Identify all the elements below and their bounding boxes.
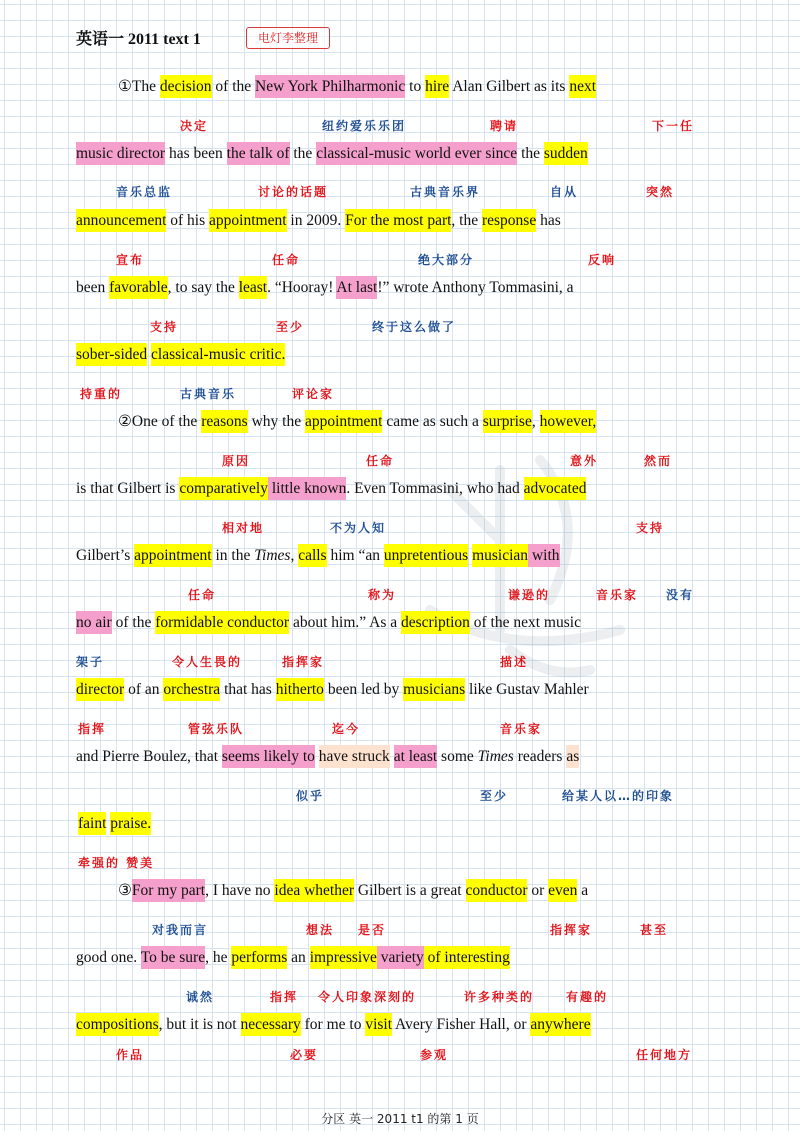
gloss-annotation: 想法 [306, 923, 335, 937]
highlighted-phrase: as [566, 745, 579, 768]
highlighted-phrase: at least [394, 745, 437, 768]
text-line [76, 1012, 591, 1038]
text-line [76, 744, 579, 770]
text-segment: like Gustav Mahler [465, 681, 589, 698]
highlighted-phrase: the talk of [227, 142, 290, 165]
gloss-annotation: 任命 [272, 253, 301, 267]
text-segment: him “an [326, 547, 384, 564]
highlighted-phrase: conductor [466, 879, 528, 902]
gloss-annotation: 许多种类的 [464, 990, 535, 1004]
text-line [76, 945, 510, 971]
gloss-annotation: 下一任 [652, 119, 695, 133]
text-line [118, 409, 596, 435]
text-segment: has been [165, 145, 227, 162]
gloss-annotation: 终于这么做了 [372, 320, 457, 334]
text-line [76, 342, 285, 368]
text-segment: of the [111, 614, 156, 631]
gloss-annotation: 音乐家 [596, 588, 639, 602]
highlighted-phrase: performs [231, 946, 287, 969]
highlighted-phrase: director [76, 678, 124, 701]
text-segment: in the [211, 547, 255, 564]
highlighted-phrase: For my part [132, 879, 205, 902]
highlighted-phrase: little known [268, 477, 346, 500]
text-segment: the [517, 145, 544, 162]
highlighted-phrase: formidable conductor [155, 611, 289, 634]
highlighted-phrase: reasons [201, 410, 248, 433]
text-segment: of his [166, 212, 210, 229]
text-segment: , to say the [167, 279, 239, 296]
gloss-annotation: 牵强的 赞美 [78, 856, 155, 870]
gloss-annotation: 相对地 [222, 521, 265, 535]
text-segment: and Pierre Boulez, that [76, 748, 222, 765]
highlighted-phrase: classical-music world ever since [316, 142, 517, 165]
highlighted-phrase: decision [160, 75, 212, 98]
gloss-annotation: 有趣的 [566, 990, 609, 1004]
gloss-annotation: 谦逊的 [508, 588, 551, 602]
highlighted-phrase: sudden [544, 142, 588, 165]
gloss-annotation: 意外 [570, 454, 599, 468]
highlighted-phrase: musicians [403, 678, 465, 701]
text-line [118, 74, 596, 100]
gloss-annotation: 支持 [150, 320, 179, 334]
text-line [76, 543, 560, 569]
gloss-annotation: 管弦乐队 [188, 722, 245, 736]
text-segment: or [527, 882, 549, 899]
highlighted-phrase: appointment [134, 544, 212, 567]
highlighted-phrase: next [569, 75, 596, 98]
text-segment: , [290, 547, 299, 564]
gloss-annotation: 持重的 [80, 387, 123, 401]
text-line [76, 208, 561, 234]
text-segment: an [287, 949, 310, 966]
gloss-annotation: 令人印象深刻的 [318, 990, 417, 1004]
text-segment: of an [124, 681, 164, 698]
text-segment: Times [254, 547, 291, 564]
highlighted-phrase: of interesting [424, 946, 510, 969]
text-segment: came as such a [382, 413, 483, 430]
text-segment: !” wrote Anthony Tommasini, a [377, 279, 574, 296]
highlighted-phrase: with [528, 544, 559, 567]
text-segment: , the [451, 212, 482, 229]
highlighted-phrase: orchestra [163, 678, 220, 701]
gloss-annotation: 是否 [358, 923, 387, 937]
text-segment: , [531, 413, 540, 430]
text-segment: of the next music [469, 614, 581, 631]
gloss-annotation: 描述 [500, 655, 529, 669]
text-segment: why the [247, 413, 305, 430]
text-segment: for me to [300, 1016, 366, 1033]
page-footer: 分区 英一 2011 t1 的第 1 页 [321, 1112, 479, 1126]
text-line [76, 677, 589, 703]
editor-stamp: 电灯李整理 [246, 27, 330, 49]
highlighted-phrase: hitherto [276, 678, 324, 701]
gloss-annotation: 音乐家 [500, 722, 543, 736]
text-segment: . Even Tommasini, who had [346, 480, 524, 497]
highlighted-phrase: response [482, 209, 536, 232]
highlighted-phrase: hire [425, 75, 449, 98]
gloss-annotation: 讨论的话题 [258, 185, 329, 199]
gloss-annotation: 参观 [420, 1048, 449, 1062]
highlighted-phrase: calls [298, 544, 326, 567]
highlighted-phrase: have struck [319, 745, 390, 768]
text-segment: some [437, 748, 478, 765]
page-title: 英语一 2011 text 1 [76, 31, 201, 48]
highlighted-phrase: variety [377, 946, 424, 969]
gloss-annotation: 迄今 [332, 722, 361, 736]
highlighted-phrase: no air [76, 611, 112, 634]
highlighted-phrase: compositions [76, 1013, 159, 1036]
gloss-annotation: 任何地方 [636, 1048, 693, 1062]
text-segment: of the [211, 78, 256, 95]
highlighted-phrase: praise. [110, 812, 151, 835]
gloss-annotation: 评论家 [292, 387, 335, 401]
highlighted-phrase: surprise [483, 410, 532, 433]
text-line [76, 275, 574, 301]
gloss-annotation: 不为人知 [330, 521, 387, 535]
text-segment: has [536, 212, 561, 229]
gloss-annotation: 任命 [366, 454, 395, 468]
gloss-annotation: 绝大部分 [418, 253, 475, 267]
highlighted-phrase: advocated [524, 477, 587, 500]
gloss-annotation: 宣布 [116, 253, 145, 267]
highlighted-phrase: favorable [109, 276, 168, 299]
text-line [78, 811, 151, 837]
gloss-annotation: 音乐总监 [116, 185, 173, 199]
text-segment: readers [513, 748, 567, 765]
gloss-annotation: 至少 [480, 789, 509, 803]
gloss-annotation: 反响 [588, 253, 617, 267]
gloss-annotation: 聘请 [490, 119, 519, 133]
gloss-annotation: 古典音乐界 [410, 185, 481, 199]
highlighted-phrase: To be sure [141, 946, 205, 969]
text-segment: been [76, 279, 110, 296]
text-segment: in 2009. [286, 212, 346, 229]
text-line [76, 476, 586, 502]
highlighted-phrase: unpretentious [384, 544, 468, 567]
gloss-annotation: 指挥 [270, 990, 299, 1004]
highlighted-phrase: critic. [246, 343, 286, 366]
gloss-annotation: 然而 [644, 454, 673, 468]
highlighted-phrase: least [239, 276, 267, 299]
highlighted-phrase: faint [78, 812, 106, 835]
highlighted-phrase: New York Philharmonic [255, 75, 405, 98]
highlighted-phrase: seems likely to [222, 745, 315, 768]
gloss-annotation: 必要 [290, 1048, 319, 1062]
text-segment: to [405, 78, 426, 95]
text-segment: about him.” As a [289, 614, 402, 631]
text-segment: , I have no [205, 882, 275, 899]
gloss-annotation: 令人生畏的 [172, 655, 243, 669]
gloss-annotation: 纽约爱乐乐团 [322, 119, 407, 133]
highlighted-phrase: however, [540, 410, 597, 433]
highlighted-phrase: appointment [209, 209, 287, 232]
highlighted-phrase: even [548, 879, 577, 902]
gloss-annotation: 指挥 [78, 722, 107, 736]
highlighted-phrase: At last [336, 276, 377, 299]
text-segment: Gilbert’s [76, 547, 135, 564]
gloss-annotation: 突然 [646, 185, 675, 199]
text-segment: that has [220, 681, 276, 698]
gloss-annotation: 甚至 [640, 923, 669, 937]
text-segment: ②One of the [118, 413, 202, 430]
highlighted-phrase: announcement [76, 209, 166, 232]
gloss-annotation: 支持 [636, 521, 665, 535]
highlighted-phrase: necessary [241, 1013, 301, 1036]
text-segment: Times [477, 748, 514, 765]
highlighted-phrase: appointment [305, 410, 383, 433]
text-segment: a [577, 882, 589, 899]
text-segment: ①The [118, 78, 160, 95]
text-segment: is that Gilbert is [76, 480, 180, 497]
highlighted-phrase: For the most part [345, 209, 451, 232]
highlighted-phrase: musician [472, 544, 528, 567]
gloss-annotation: 自从 [550, 185, 579, 199]
gloss-annotation: 给某人以…的印象 [562, 789, 675, 803]
gloss-annotation: 至少 [276, 320, 305, 334]
gloss-annotation: 原因 [222, 454, 251, 468]
text-segment: Gilbert is a great [354, 882, 466, 899]
text-line [76, 610, 581, 636]
highlighted-phrase: music director [76, 142, 165, 165]
text-segment: Alan Gilbert as its [449, 78, 570, 95]
text-segment: good one. [76, 949, 141, 966]
highlighted-phrase: comparatively [179, 477, 268, 500]
text-line [76, 141, 588, 167]
text-segment: . “Hooray! [267, 279, 337, 296]
highlighted-phrase: impressive [310, 946, 377, 969]
highlighted-phrase: anywhere [530, 1013, 590, 1036]
text-segment: been led by [323, 681, 404, 698]
text-segment: Avery Fisher Hall, or [392, 1016, 531, 1033]
text-segment: ③ [118, 882, 132, 899]
gloss-annotation: 决定 [180, 119, 209, 133]
gloss-annotation: 诚然 [186, 990, 215, 1004]
gloss-annotation: 指挥家 [550, 923, 593, 937]
highlighted-phrase: sober-sided [76, 343, 147, 366]
gloss-annotation: 似乎 [296, 789, 325, 803]
gloss-annotation: 没有 [666, 588, 695, 602]
highlighted-phrase: idea whether [274, 879, 354, 902]
highlighted-phrase: visit [365, 1013, 392, 1036]
highlighted-phrase: description [401, 611, 470, 634]
gloss-annotation: 指挥家 [282, 655, 325, 669]
highlighted-phrase: classical-music [151, 343, 246, 366]
text-segment: , but it is not [158, 1016, 241, 1033]
text-segment: , he [205, 949, 232, 966]
text-line [118, 878, 588, 904]
text-segment: the [289, 145, 317, 162]
gloss-annotation: 架子 [76, 655, 105, 669]
gloss-annotation: 称为 [368, 588, 397, 602]
gloss-annotation: 古典音乐 [180, 387, 237, 401]
gloss-annotation: 对我而言 [152, 923, 209, 937]
gloss-annotation: 作品 [116, 1048, 145, 1062]
gloss-annotation: 任命 [188, 588, 217, 602]
